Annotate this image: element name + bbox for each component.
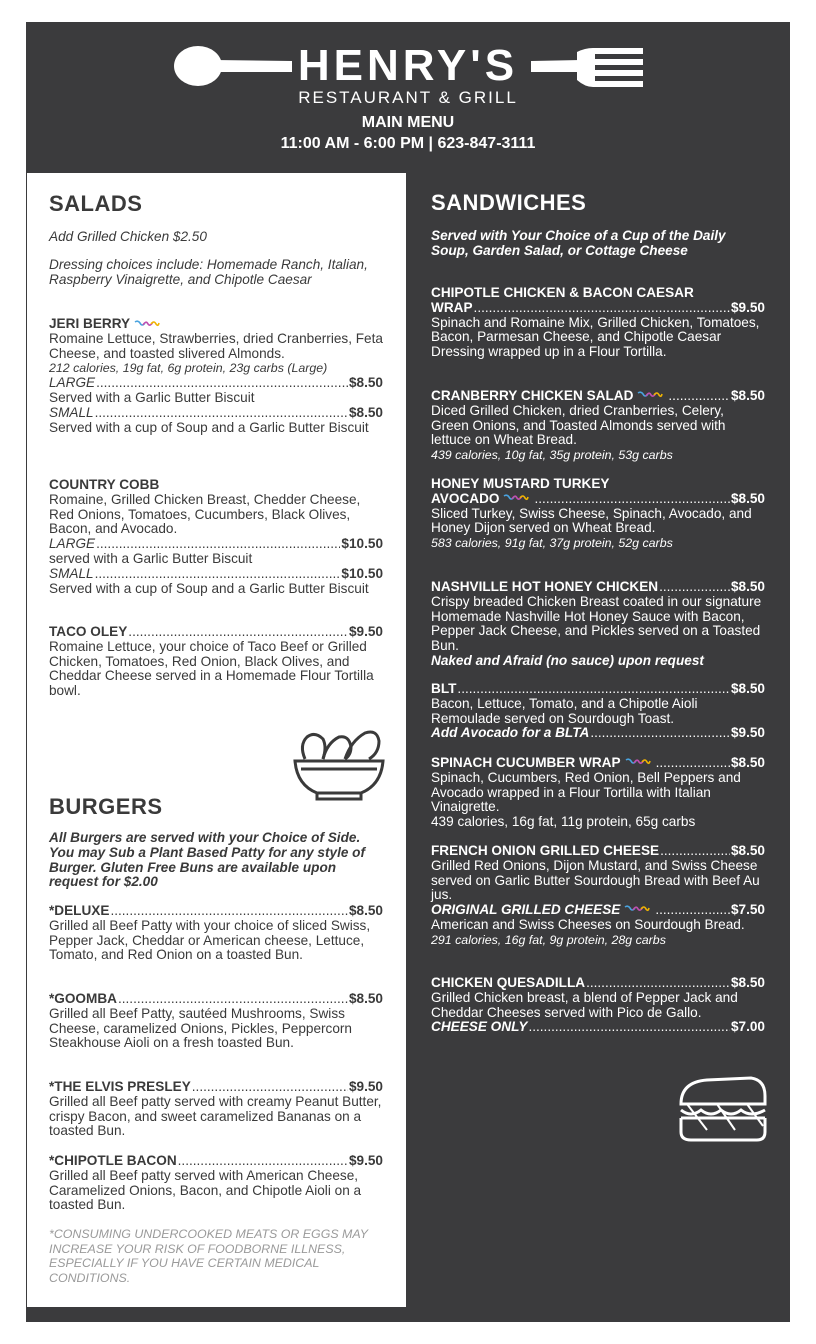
menu-item-blt [431, 682, 765, 741]
item-name-line2: WRAP [431, 299, 473, 315]
item-name: CHICKEN QUESADILLA [431, 975, 586, 990]
item-desc: Grilled all Beef Patty, sautéed Mushrooms, Swiss Cheese, caramelized Onions, Pickles, Peppercorn Steakhouse Aioli on a fresh toasted Bun. [49, 1005, 352, 1051]
item-nutrition: 583 calories, 91g fat, 37g protein, 52g carbs [431, 536, 673, 551]
brand [26, 42, 790, 112]
item-name-line1: HONEY MUSTARD TURKEY [431, 476, 610, 491]
item-desc: Crispy breaded Chicken Breast coated in our signature Homemade Nashville Hot Honey Sauce with Bacon, Pepper Jack Cheese, and Pickles served on a Toasted Bun. [431, 593, 762, 654]
menu-item-cranberry-chicken-salad [431, 389, 765, 463]
item-desc: Bacon, Lettuce, Tomato, and a Chipotle Aioli Remoulade served on Sourdough Toast. [431, 695, 698, 726]
sub-label: ORIGINAL GRILLED CHEESE [431, 902, 621, 918]
menu-item-nashville-hot-honey [431, 580, 765, 669]
item-price: $8.50 [730, 388, 765, 403]
item-name: *CHIPOTLE BACON [49, 1153, 177, 1168]
sub-label: CHEESE ONLY [431, 1019, 528, 1035]
item-name: *DELUXE [49, 903, 110, 918]
item-nutrition: 439 calories, 10g fat, 35g protein, 53g carbs [431, 448, 673, 463]
item-extra: Naked and Afraid (no sauce) upon request [431, 652, 704, 668]
section-title-salads: SALADS [49, 191, 143, 216]
item-desc: Romaine Lettuce, Strawberries, dried Cranberries, Feta Cheese, and toasted slivered Almonds. [49, 330, 383, 361]
item-price: $9.50 [348, 1153, 383, 1168]
item-price: $9.50 [348, 624, 383, 639]
item-price: $9.50 [348, 1079, 383, 1094]
menu-item-jeri-berry [49, 317, 383, 435]
wave-marker-icon [624, 904, 650, 914]
large-desc: served with a Garlic Butter Biscuit [49, 550, 253, 566]
item-name: SPINACH CUCUMBER WRAP [431, 755, 621, 770]
item-price: $8.50 [730, 681, 765, 696]
section-title-sandwiches: SANDWICHES [431, 190, 587, 215]
large-label: LARGE [49, 375, 96, 391]
item-desc: Romaine Lettuce, your choice of Taco Beef or Grilled Chicken, Tomatoes, Red Onion, Black Olives, and Cheddar Cheese served in a Homemade Flour Tortilla bowl. [49, 638, 374, 699]
section-title-burgers: BURGERS [49, 794, 163, 819]
brand-name: HENRY'S [297, 41, 519, 90]
small-price: $8.50 [348, 404, 383, 420]
item-name: JERI BERRY [49, 316, 131, 331]
left-panel [26, 172, 407, 1308]
item-price: $9.50 [730, 299, 765, 315]
wave-marker-icon [503, 493, 529, 503]
item-name: *THE ELVIS PRESLEY [49, 1079, 191, 1094]
sub-nutrition: 291 calories, 16g fat, 9g protein, 28g carbs [431, 932, 666, 947]
menu-item-deluxe [49, 904, 383, 963]
item-name: *GOOMBA [49, 991, 117, 1006]
item-name: NASHVILLE HOT HONEY CHICKEN [431, 579, 659, 594]
burgers-intro: All Burgers are served with your Choice of Side. You may Sub a Plant Based Patty for any style of Burger. Gluten Free Buns are available upon request for $2.00 [49, 830, 366, 890]
item-desc: Grilled Chicken breast, a blend of Pepper Jack and Cheddar Cheeses served with Pico de Gallo. [431, 989, 738, 1020]
item-name-line2: AVOCADO [431, 490, 500, 506]
item-desc: Spinach, Cucumbers, Red Onion, Bell Peppers and Avocado wrapped in a Flour Tortilla with Italian Vinaigrette. [431, 769, 741, 815]
addon-label: Add Avocado for a BLTA [431, 725, 590, 741]
sub-desc: American and Swiss Cheeses on Sourdough Bread. [431, 916, 745, 932]
hours-phone: 11:00 AM - 6:00 PM | 623-847-3111 [280, 135, 536, 152]
wave-marker-icon [134, 319, 160, 329]
menu-title: MAIN MENU [361, 114, 455, 131]
wave-marker-icon [625, 757, 651, 767]
item-price: $8.50 [348, 991, 383, 1006]
item-name: TACO OLEY [49, 624, 128, 639]
menu-item-country-cobb [49, 478, 383, 596]
sandwiches-intro: Served with Your Choice of a Cup of the Daily Soup, Garden Salad, or Cottage Cheese [431, 228, 726, 258]
small-label: SMALL [49, 565, 94, 581]
menu-item-elvis [49, 1080, 383, 1139]
item-price: $8.50 [730, 975, 765, 990]
wave-marker-icon [637, 390, 663, 400]
item-nutrition: 212 calories, 19g fat, 6g protein, 23g carbs (Large) [49, 361, 328, 376]
menu-item-goomba [49, 992, 383, 1051]
sub-price: $7.50 [730, 902, 765, 918]
menu-item-chipotle-bacon [49, 1154, 383, 1213]
small-price: $10.50 [341, 565, 383, 581]
small-desc: Served with a cup of Soup and a Garlic Butter Biscuit [49, 580, 369, 596]
item-price: $8.50 [730, 755, 765, 770]
item-price: $8.50 [730, 490, 765, 506]
item-desc: Spinach and Romaine Mix, Grilled Chicken, Tomatoes, Bacon, Parmesan Cheese, and Chipotle Caesar Dressing wrapped up in a Flour Tortilla. [431, 314, 760, 360]
item-desc: Grilled all Beef patty served with American Cheese, Caramelized Onions, Bacon, and Chipotle Aioli on a toasted Bun. [49, 1167, 362, 1213]
small-desc: Served with a cup of Soup and a Garlic Butter Biscuit [49, 419, 369, 435]
large-desc: Served with a Garlic Butter Biscuit [49, 389, 255, 405]
menu-item-spinach-cucumber-wrap [431, 756, 765, 830]
menu-item-chipotle-caesar-wrap [431, 286, 765, 360]
small-label: SMALL [49, 404, 94, 420]
salad-bowl-icon [293, 725, 385, 801]
item-name: CRANBERRY CHICKEN SALAD [431, 388, 634, 403]
item-price: $8.50 [730, 843, 765, 858]
item-desc: Grilled Red Onions, Dijon Mustard, and Swiss Cheese served on Garlic Butter Sourdough Bread with Beef Au jus. [431, 857, 760, 903]
item-desc: Grilled all Beef Patty with your choice of sliced Swiss, Pepper Jack, Cheddar or American cheese, Lettuce, Tomato, and Red Onion on a toasted Bun. [49, 917, 371, 963]
large-price: $10.50 [341, 536, 383, 552]
item-desc: Diced Grilled Chicken, dried Cranberries, Celery, Green Onions, and Toasted Almonds served with lettuce on Wheat Bread. [431, 402, 726, 448]
item-name: FRENCH ONION GRILLED CHEESE [431, 843, 660, 858]
large-label: LARGE [49, 536, 96, 552]
header [26, 22, 790, 172]
menu-item-chicken-quesadilla [431, 976, 765, 1035]
item-nutrition: 439 calories, 16g fat, 11g protein, 65g carbs [431, 814, 696, 830]
sandwich-icon [677, 1074, 769, 1146]
item-desc: Romaine, Grilled Chicken Breast, Chedder Cheese, Red Onions, Tomatoes, Cucumbers, Black Olives, Bacon, and Avocado. [49, 491, 361, 537]
item-name-line1: CHIPOTLE CHICKEN & BACON CAESAR [431, 285, 694, 300]
menu-item-taco-oley [49, 625, 383, 699]
disclaimer: *CONSUMING UNDERCOOKED MEATS OR EGGS MAY INCREASE YOUR RISK OF FOODBORNE ILLNESS, ESPECIALLY IF YOU HAVE CERTAIN MEDICAL CONDITIONS. [49, 1227, 368, 1285]
salads-addon: Add Grilled Chicken $2.50 [49, 229, 207, 244]
item-name: COUNTRY COBB [49, 477, 160, 492]
large-price: $8.50 [348, 375, 383, 391]
brand-subtitle: RESTAURANT & GRILL [298, 88, 518, 107]
salads-dressing: Dressing choices include: Homemade Ranch, Italian, Raspberry Vinaigrette, and Chipotle Caesar [49, 257, 368, 287]
menu-item-french-onion-grilled-cheese [431, 844, 765, 948]
item-price: $8.50 [730, 579, 765, 594]
right-panel [407, 172, 790, 1322]
item-name: BLT [431, 681, 457, 696]
item-desc: Sliced Turkey, Swiss Cheese, Spinach, Avocado, and Honey Dijon served on Wheat Bread. [431, 505, 752, 536]
addon-price: $9.50 [730, 725, 765, 741]
menu-item-honey-mustard-turkey [431, 477, 765, 551]
item-price: $8.50 [348, 903, 383, 918]
sub-price: $7.00 [730, 1019, 765, 1035]
item-desc: Grilled all Beef patty served with creamy Peanut Butter, crispy Bacon, and sweet caramelized Bananas on a toasted Bun. [49, 1093, 382, 1139]
